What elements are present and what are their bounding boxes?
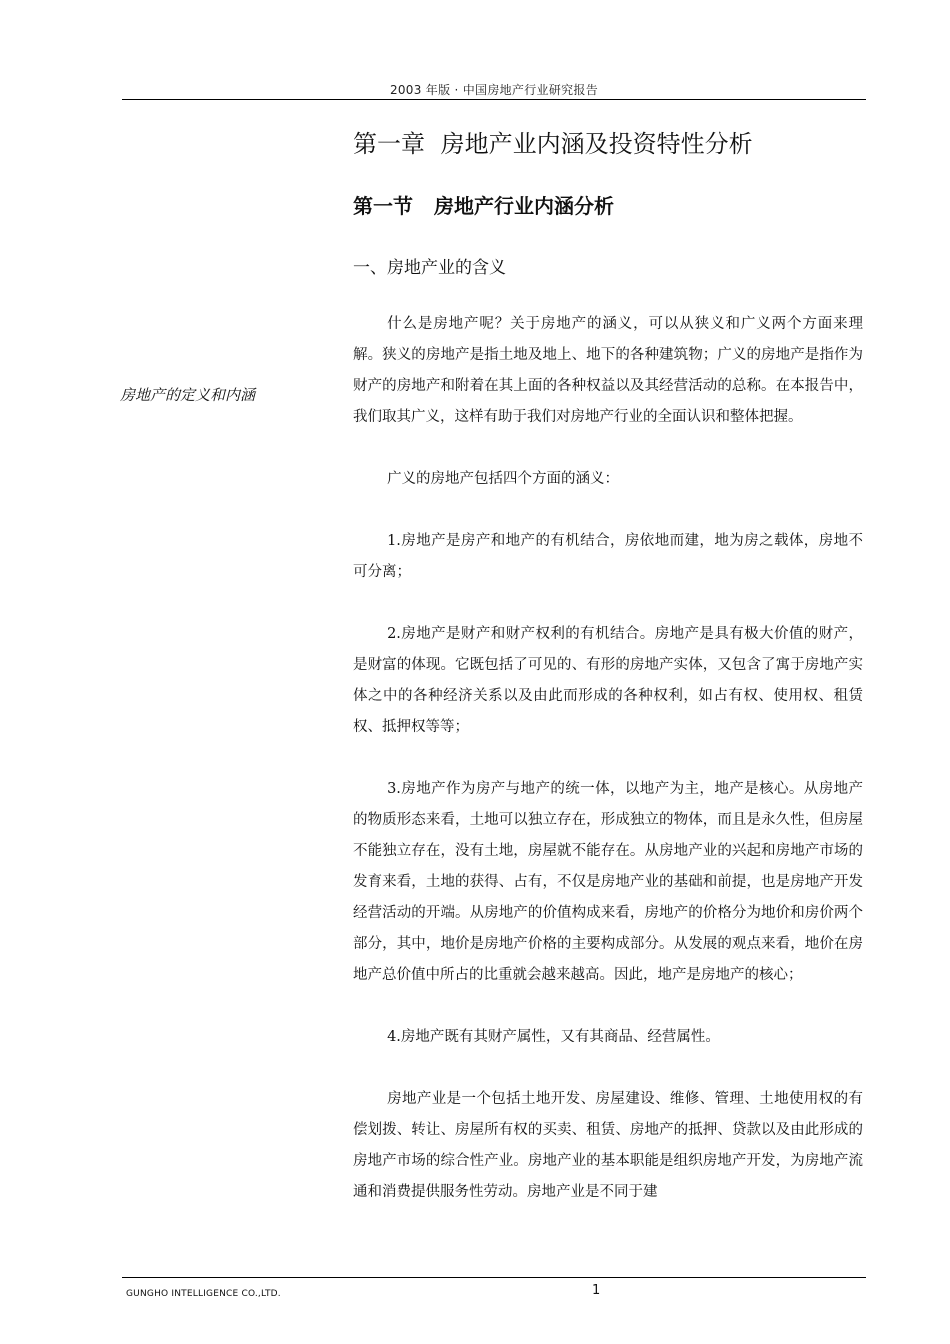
chapter-title: 第一章 房地产业内涵及投资特性分析 — [353, 130, 753, 158]
subsection-title: 一、房地产业的含义 — [353, 258, 506, 278]
footer-divider — [122, 1277, 866, 1278]
paragraph-intro-four-aspects: 广义的房地产包括四个方面的涵义： — [387, 471, 620, 487]
paragraph-aspect-1: 1.房地产是房产和地产的有机结合，房依地而建，地为房之载体，房地不可分离； — [353, 533, 863, 580]
section-title: 第一节 房地产行业内涵分析 — [353, 194, 614, 218]
paragraph-industry-scope: 房地产业是一个包括土地开发、房屋建设、维修、管理、土地使用权的有偿划拨、转让、房屋所有权的买卖、租赁、房地产的抵押、贷款以及由此形成的房地产市场的综合性产业。房地产业的基本职能是组织房地产开发，为房地产流通和消费提供服务性劳动。房地产业是不同于建 — [353, 1091, 863, 1200]
paragraph-aspect-2: 2.房地产是财产和财产权利的有机结合。房地产是具有极大价值的财产，是财富的体现。它既包括了可见的、有形的房地产实体，又包含了寓于房地产实体之中的各种经济关系以及由此而形成的各种权利，如占有权、使用权、租赁权、抵押权等等； — [353, 626, 863, 735]
body-text — [353, 309, 863, 1239]
footer-company: GUNGHO INTELLIGENCE CO.,LTD. — [126, 1289, 281, 1299]
paragraph-aspect-3: 3.房地产作为房产与地产的统一体，以地产为主，地产是核心。从房地产的物质形态来看，土地可以独立存在，形成独立的物体，而且是永久性，但房屋不能独立存在，没有土地，房屋就不能存在。从房地产业的兴起和房地产市场的发育来看，土地的获得、占有，不仅是房地产业的基础和前提，也是房地产开发经营活动的开端。从房地产的价值构成来看，房地产的价格分为地价和房价两个部分，其中，地价是房地产价格的主要构成部分。从发展的观点来看，地价在房地产总价值中所占的比重就会越来越高。因此，地产是房地产的核心； — [353, 781, 863, 983]
margin-note: 房地产的定义和内涵 — [120, 386, 256, 404]
paragraph-aspect-4: 4.房地产既有其财产属性，又有其商品、经营属性。 — [387, 1029, 720, 1045]
header-divider — [122, 99, 866, 100]
running-header: 2003 年版 · 中国房地产行业研究报告 — [389, 83, 599, 97]
page-number: 1 — [592, 1283, 601, 1298]
paragraph-definition: 什么是房地产呢？关于房地产的涵义，可以从狭义和广义两个方面来理解。狭义的房地产是指土地及地上、地下的各种建筑物；广义的房地产是指作为财产的房地产和附着在其上面的各种权益以及其经营活动的总称。在本报告中，我们取其广义，这样有助于我们对房地产行业的全面认识和整体把握。 — [353, 316, 863, 425]
